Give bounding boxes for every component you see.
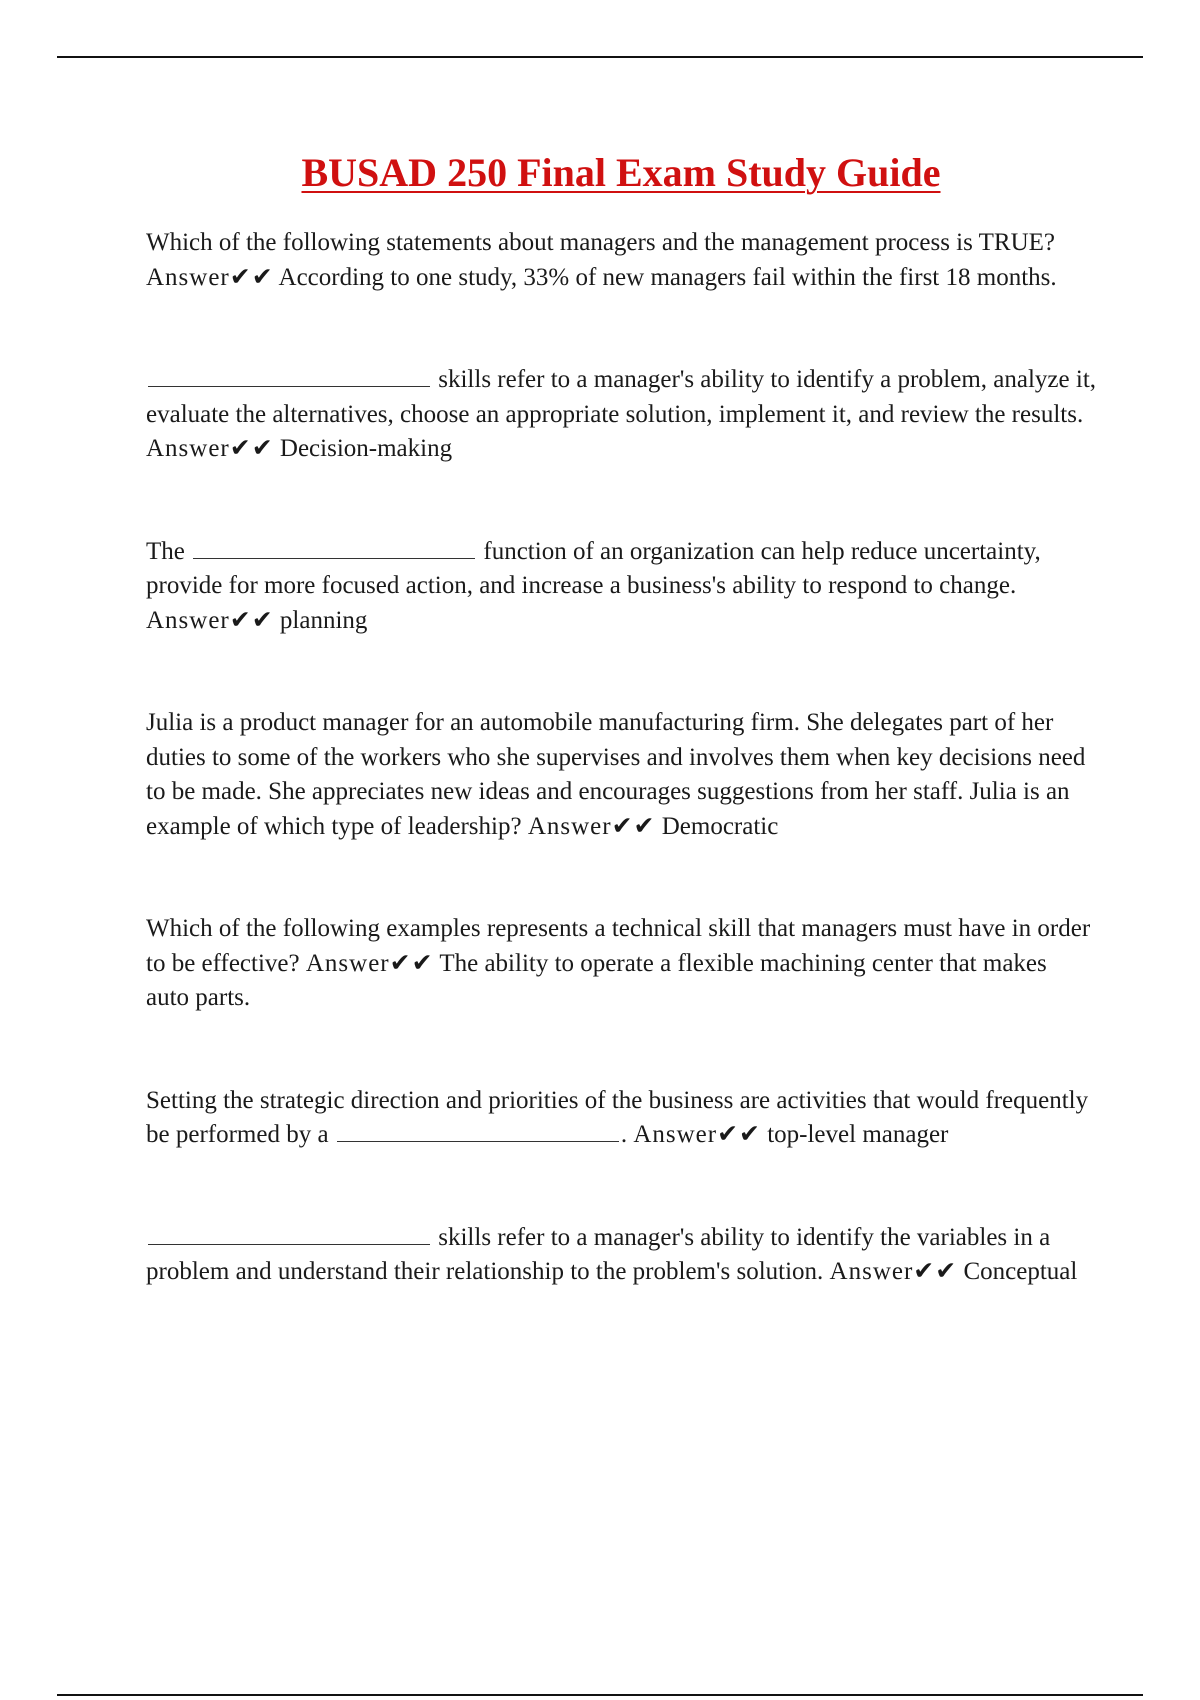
qa-item-2	[146, 363, 1096, 467]
question-text: function of an organization can help reduce uncertainty, provide for more focused action, and increase a business's ability to respond to change.	[146, 537, 1041, 599]
answer-text: Democratic	[661, 812, 779, 840]
question-text: Which of the following statements about managers and the management process is TRUE?	[146, 229, 1056, 256]
answer-marker: Answer✔✔	[829, 1258, 958, 1285]
fill-in-blank	[148, 364, 430, 387]
document-body	[146, 140, 1096, 1358]
question-text: skills refer to a manager's ability to identify the variables in a problem and understand their relationship to the problem's solution.	[146, 1223, 1051, 1285]
question-text: Which of the following examples represents a technical skill that managers must have in order to be effective?	[146, 915, 1091, 977]
answer-marker: Answer✔✔	[527, 812, 656, 840]
fill-in-blank	[148, 1222, 430, 1245]
top-rule	[57, 56, 1143, 58]
answer-marker: Answer✔✔	[305, 949, 434, 977]
question-text: Julia is a product manager for an automobile manufacturing firm. She delegates part of her duties to some of the workers who she supervises and involves them when key decisions need to be made. She appreciates new ideas and encourages suggestions from her staff. Julia is an example of which type of leadership?	[146, 709, 1086, 840]
question-text-tail: .	[620, 1121, 628, 1148]
fill-in-blank	[193, 536, 475, 559]
answer-text: top-level manager	[767, 1121, 949, 1148]
fill-in-blank	[337, 1119, 619, 1142]
question-text: Setting the strategic direction and priorities of the business are activities that would frequently be performed by a	[146, 1086, 1089, 1148]
answer-marker: Answer✔✔	[146, 606, 274, 634]
answer-marker: Answer✔✔	[633, 1121, 761, 1148]
qa-item-5	[146, 912, 1096, 1016]
question-text: skills refer to a manager's ability to identify a problem, analyze it, evaluate the alternatives, choose an appropriate solution, implement it, and review the results.	[146, 366, 1097, 428]
answer-text: According to one study, 33% of new managers fail within the first 18 months.	[278, 263, 1057, 291]
qa-item-1	[146, 226, 1096, 295]
qa-item-6	[146, 1084, 1096, 1153]
answer-marker: Answer✔✔	[146, 263, 274, 291]
answer-marker: Answer✔✔	[146, 435, 274, 462]
qa-item-3	[146, 535, 1096, 639]
answer-text: The ability to operate a flexible machining center that makes auto parts.	[146, 949, 1047, 1011]
bottom-rule	[57, 1694, 1143, 1696]
document-title: BUSAD 250 Final Exam Study Guide	[301, 150, 941, 195]
qa-item-7	[146, 1221, 1096, 1290]
answer-text: Conceptual	[963, 1258, 1078, 1285]
question-text-lead: The	[146, 537, 185, 565]
answer-text: planning	[279, 606, 368, 634]
qa-item-4	[146, 706, 1096, 844]
answer-text: Decision-making	[279, 435, 453, 462]
